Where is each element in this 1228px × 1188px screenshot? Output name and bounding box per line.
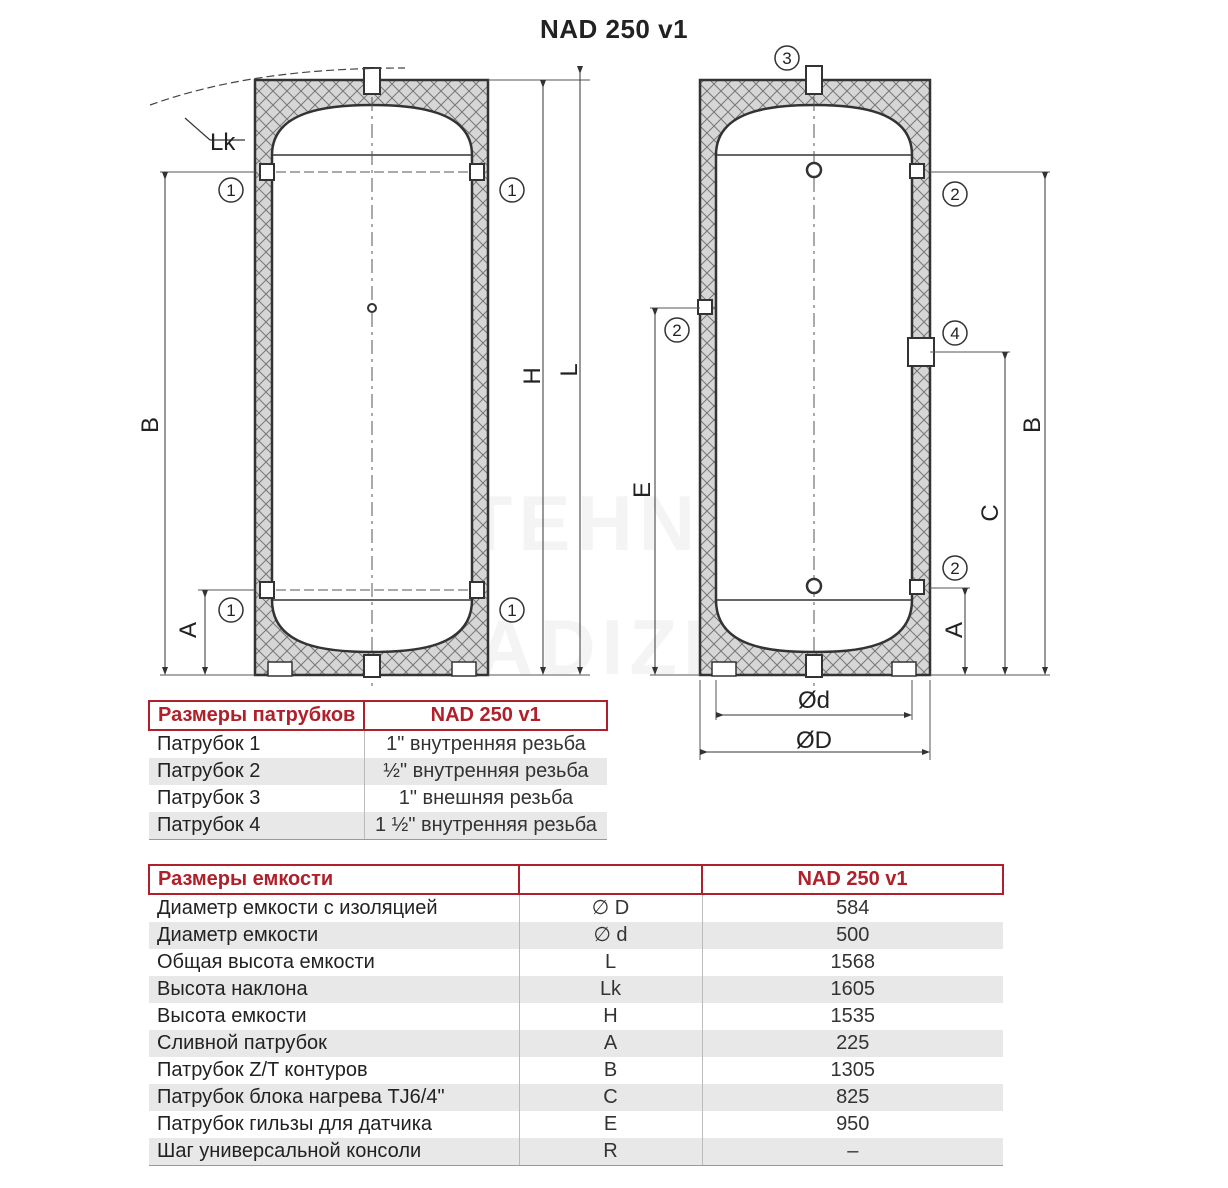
table-row: Патрубок блока нагрева TJ6/4" C 825	[149, 1084, 1003, 1111]
label-c: C	[977, 504, 1004, 522]
badge-4: 4	[950, 324, 960, 343]
left-center-port	[368, 304, 376, 312]
label-lk: Lk	[210, 129, 236, 156]
right-tank-view	[698, 66, 934, 690]
table-row: Патрубок 1 1" внутренняя резьба	[149, 730, 607, 758]
left-bottom-nozzle	[364, 655, 380, 677]
badge-2b: 2	[672, 321, 682, 340]
table-row: Диаметр емкости с изоляцией ∅ D 584	[149, 894, 1003, 922]
size-table	[148, 864, 1004, 1166]
badge-1c: 1	[226, 601, 236, 620]
table-row: Диаметр емкости ∅ d 500	[149, 922, 1003, 949]
badge-1a: 1	[226, 181, 236, 200]
size-table-header-model: NAD 250 v1	[702, 865, 1003, 894]
label-a-left: A	[175, 621, 202, 639]
table-row: Высота наклона Lk 1605	[149, 976, 1003, 1003]
page-title: NAD 250 v1	[539, 14, 689, 44]
label-d-outer: ØD	[796, 727, 832, 754]
size-table-header-name: Размеры емкости	[149, 865, 519, 894]
label-h: H	[519, 367, 546, 385]
table-row: Шаг универсальной консоли R –	[149, 1138, 1003, 1166]
table-row: Патрубок 2 ½" внутренняя резьба	[149, 758, 607, 785]
label-e: E	[629, 481, 656, 499]
size-table-header-symbol	[519, 865, 702, 894]
label-d-inner: Ød	[797, 687, 831, 714]
nozzle-table	[148, 700, 608, 840]
nozzle-table-header-model: NAD 250 v1	[364, 701, 607, 730]
table-row: Патрубок гильзы для датчика E 950	[149, 1111, 1003, 1138]
badge-3: 3	[782, 49, 792, 68]
badge-2a: 2	[950, 185, 960, 204]
nozzle-table-header-name: Размеры патрубков	[149, 701, 364, 730]
badge-1b: 1	[507, 181, 517, 200]
label-a-right: A	[941, 621, 968, 639]
label-b-right: B	[1019, 416, 1046, 434]
badge-1d: 1	[507, 601, 517, 620]
table-row: Патрубок Z/T контуров B 1305	[149, 1057, 1003, 1084]
badge-2c: 2	[950, 559, 960, 578]
table-row: Сливной патрубок A 225	[149, 1030, 1003, 1057]
left-tank-view	[150, 68, 488, 690]
label-l: L	[556, 363, 583, 377]
right-top-nozzle	[806, 66, 822, 94]
table-row: Патрубок 4 1 ½" внутренняя резьба	[149, 812, 607, 840]
label-b-left: B	[137, 416, 164, 434]
table-row: Высота емкости H 1535	[149, 1003, 1003, 1030]
table-row: Патрубок 3 1" внешняя резьба	[149, 785, 607, 812]
table-row: Общая высота емкости L 1568	[149, 949, 1003, 976]
left-top-nozzle	[364, 68, 380, 94]
